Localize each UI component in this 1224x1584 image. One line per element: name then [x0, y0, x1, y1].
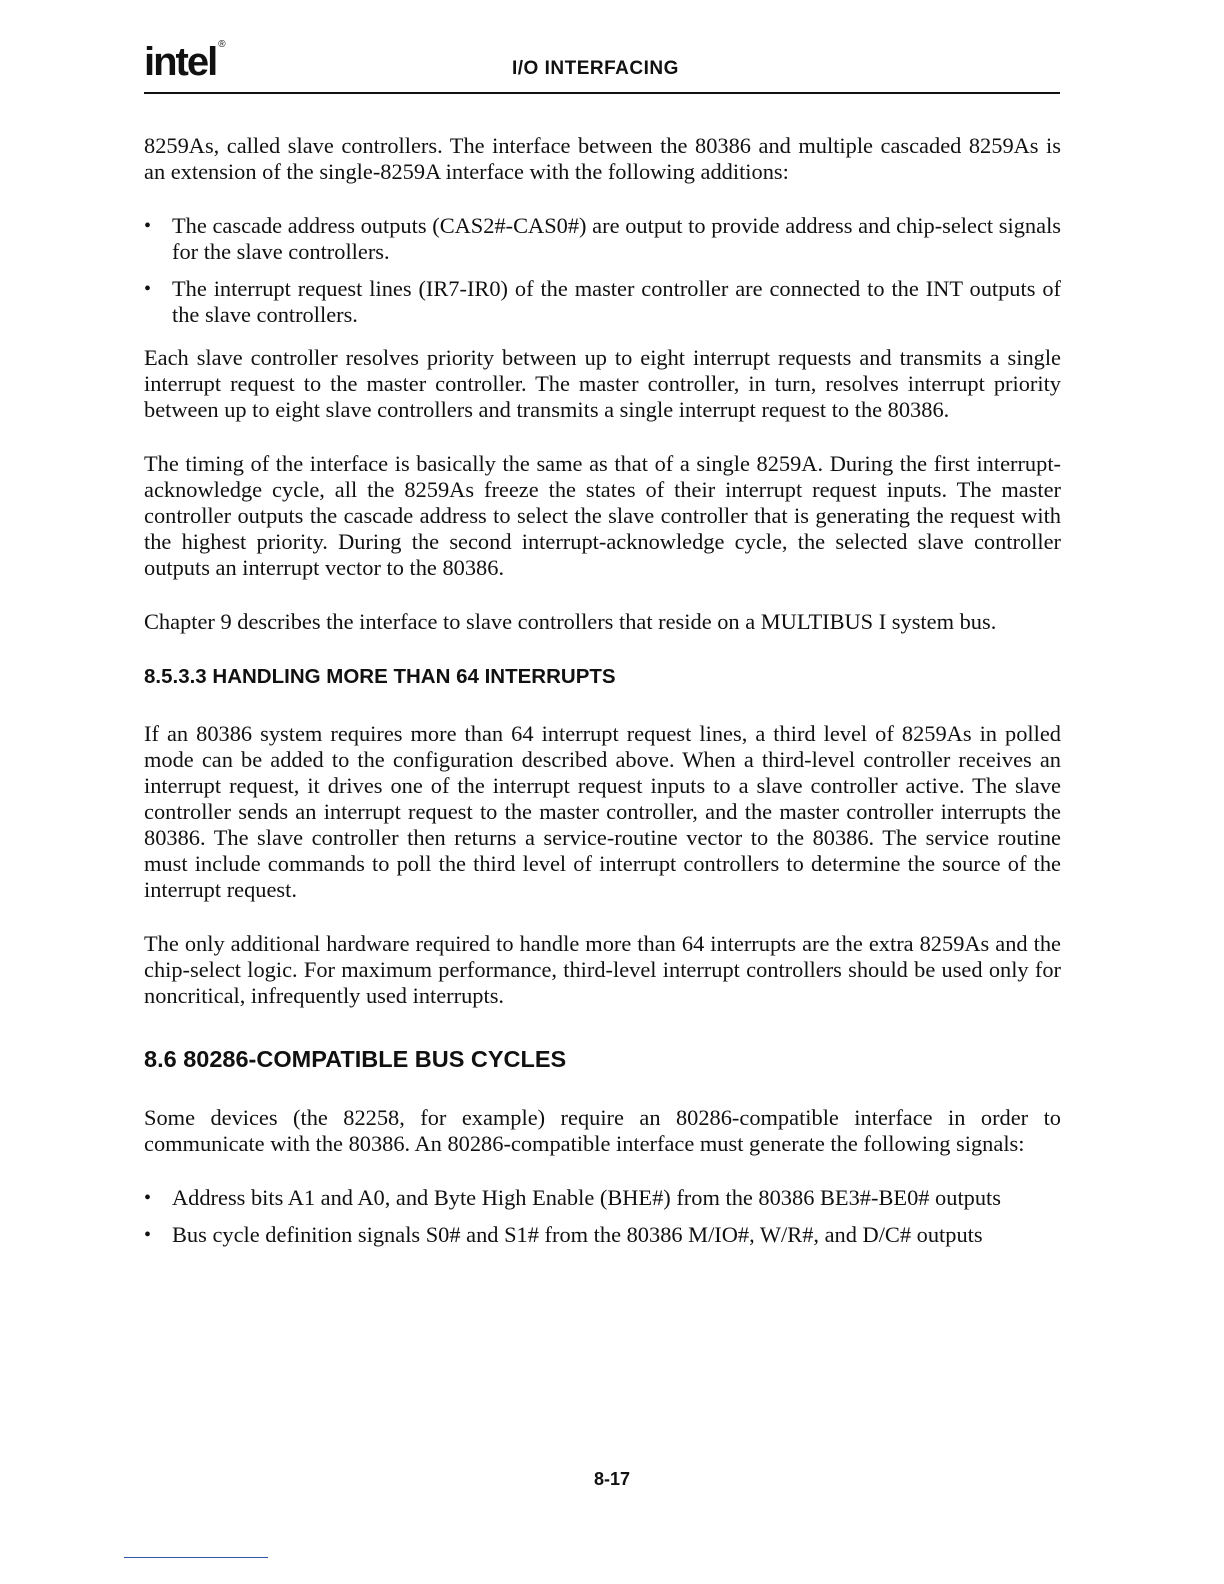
list-item: • Address bits A1 and A0, and Byte High Enable (BHE#) from the 80386 BE3#-BE0# outputs: [144, 1185, 1061, 1211]
paragraph-additional-hardware: The only additional hardware required to handle more than 64 interrupts are the extra 8259As and the chip-select logic. For maximum performance, third-level interrupt controllers should be used only for noncritical, infrequently used interrupts.: [144, 931, 1061, 1008]
footnote-rule: [124, 1557, 268, 1558]
list-item: • Bus cycle definition signals S0# and S1# from the 80386 M/IO#, W/R#, and D/C# outputs: [144, 1222, 1061, 1248]
list-item: • The cascade address outputs (CAS2#-CAS0#) are output to provide address and chip-select signals for the slave controllers.: [144, 213, 1061, 265]
page-content: [144, 133, 1061, 1259]
section-heading-8-6: 8.6 80286-COMPATIBLE BUS CYCLES: [144, 1046, 567, 1072]
list-item: • The interrupt request lines (IR7-IR0) of the master controller are connected to the INT outputs of the slave controllers.: [144, 276, 1061, 328]
section-heading-8-5-3-3: 8.5.3.3 HANDLING MORE THAN 64 INTERRUPTS: [144, 665, 616, 688]
page-number: 8-17: [593, 1469, 631, 1489]
paragraph-cascade-intro: 8259As, called slave controllers. The interface between the 80386 and multiple cascaded 8259As is an extension of the single-8259A interface with the following additions:: [144, 133, 1061, 184]
intel-logo: [144, 40, 224, 85]
header-title: I/O INTERFACING: [512, 58, 679, 79]
page-header: [144, 38, 1060, 94]
paragraph-timing: The timing of the interface is basically the same as that of a single 8259A. During the first interrupt-acknowledge cycle, all the 8259As freeze the states of their interrupt request inputs. The master controller outputs the cascade address to select the slave controller that is generating the request with the highest priority. During the second interrupt-acknowledge cycle, the selected slave controller outputs an interrupt vector to the 80386.: [144, 451, 1061, 580]
signals-list: [144, 1185, 1061, 1248]
logo-text: intel: [144, 40, 217, 84]
paragraph-chapter-9: Chapter 9 describes the interface to slave controllers that reside on a MULTIBUS I system bus.: [144, 609, 997, 634]
registered-mark: ®: [218, 38, 226, 50]
paragraph-third-level: If an 80386 system requires more than 64 interrupt request lines, a third level of 8259As in polled mode can be added to the configuration described above. When a third-level controller receives an interrupt request, it drives one of the interrupt request inputs to a slave controller active. The slave controller sends an interrupt request to the master controller, and the master controller interrupts the 80386. The slave controller then returns a service-routine vector to the 80386. The service routine must include commands to poll the third level of interrupt controllers to determine the source of the interrupt request.: [144, 721, 1061, 902]
paragraph-80286-interface: Some devices (the 82258, for example) require an 80286-compatible interface in order to communicate with the 80386. An 80286-compatible interface must generate the following signals:: [144, 1105, 1061, 1156]
cascade-additions-list: [144, 213, 1061, 328]
paragraph-priority: Each slave controller resolves priority between up to eight interrupt requests and transmits a single interrupt request to the master controller. The master controller, in turn, resolves interrupt priority between up to eight slave controllers and transmits a single interrupt request to the 80386.: [144, 345, 1061, 422]
